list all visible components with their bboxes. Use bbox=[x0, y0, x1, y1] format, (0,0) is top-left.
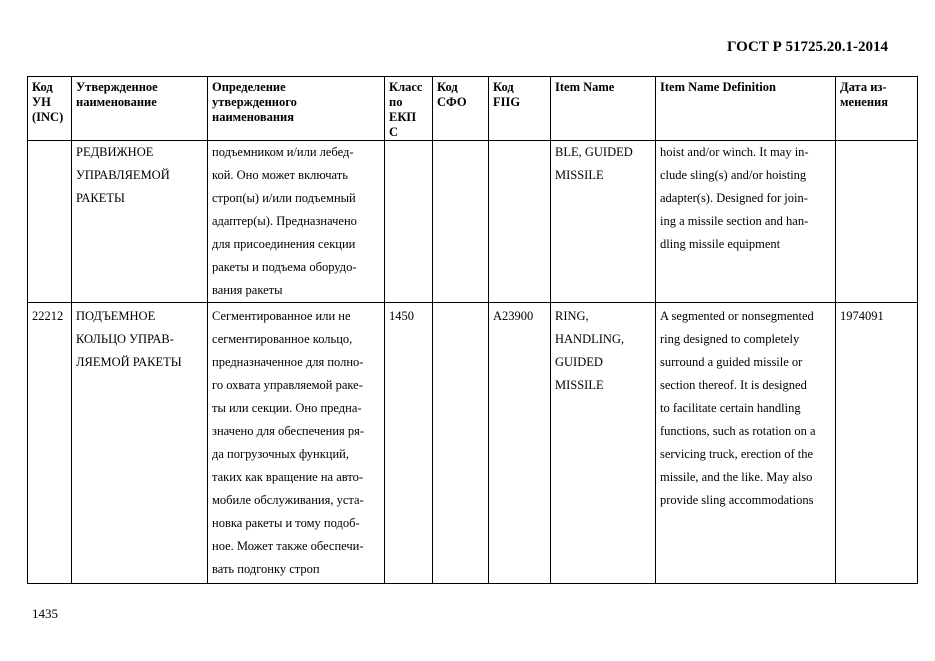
catalog-table bbox=[27, 76, 918, 584]
header-line: ЕКП bbox=[389, 110, 417, 124]
header-line: УН bbox=[32, 95, 51, 109]
cell-line: ring designed to completely bbox=[660, 332, 800, 346]
cell-line: Сегментированное или не bbox=[212, 309, 351, 323]
cell-line: missile, and the like. May also bbox=[660, 470, 813, 484]
header-line: Код bbox=[437, 80, 458, 94]
cell-item-name bbox=[551, 141, 656, 303]
cell-line: ракеты и подъема оборудо- bbox=[212, 260, 357, 274]
cell-item-name bbox=[551, 303, 656, 584]
cell-date bbox=[836, 141, 918, 303]
cell-line: MISSILE bbox=[555, 378, 604, 392]
column-header-change-date bbox=[836, 77, 918, 141]
cell-sfo bbox=[433, 303, 489, 584]
cell-line: BLE, GUIDED bbox=[555, 145, 633, 159]
cell-line: ЛЯЕМОЙ РАКЕТЫ bbox=[76, 355, 182, 369]
cell-line: новка ракеты и тому подоб- bbox=[212, 516, 360, 530]
cell-line: кой. Оно может включать bbox=[212, 168, 348, 182]
cell-line: РАКЕТЫ bbox=[76, 191, 125, 205]
cell-line: A23900 bbox=[493, 309, 534, 323]
header-line: Класс bbox=[389, 80, 423, 94]
table-row bbox=[28, 303, 918, 584]
document-code: ГОСТ Р 51725.20.1-2014 bbox=[726, 39, 888, 55]
column-header-item-name bbox=[551, 77, 656, 141]
cell-fiig bbox=[489, 141, 551, 303]
column-header-fiig-code bbox=[489, 77, 551, 141]
header-line: Дата из- bbox=[840, 80, 887, 94]
cell-line: сегментированное кольцо, bbox=[212, 332, 353, 346]
cell-line: 1450 bbox=[389, 309, 414, 323]
column-header-sfo-code bbox=[433, 77, 489, 141]
cell-fiig bbox=[489, 303, 551, 584]
header-line: С bbox=[389, 125, 399, 139]
cell-line: адаптер(ы). Предназначено bbox=[212, 214, 357, 228]
table-row bbox=[28, 141, 918, 303]
cell-code bbox=[28, 303, 72, 584]
cell-line: го охвата управляемой раке- bbox=[212, 378, 363, 392]
page-number: 1435 bbox=[32, 606, 58, 621]
cell-item-definition bbox=[656, 141, 836, 303]
column-header-item-name-definition bbox=[656, 77, 836, 141]
header-line: (INC) bbox=[32, 110, 64, 124]
cell-definition bbox=[208, 141, 385, 303]
table-header-row bbox=[28, 77, 918, 141]
cell-line: вать подгонку строп bbox=[212, 562, 320, 576]
cell-line: servicing truck, erection of the bbox=[660, 447, 814, 461]
cell-name bbox=[72, 141, 208, 303]
cell-line: УПРАВЛЯЕМОЙ bbox=[76, 168, 170, 182]
cell-line: provide sling accommodations bbox=[660, 493, 814, 507]
column-header-inc-code bbox=[28, 77, 72, 141]
cell-line: мобиле обслуживания, уста- bbox=[212, 493, 364, 507]
cell-line: to facilitate certain handling bbox=[660, 401, 801, 415]
cell-line: A segmented or nonsegmented bbox=[660, 309, 814, 323]
header-line: по bbox=[389, 95, 403, 109]
header-line: наименования bbox=[212, 110, 295, 124]
cell-line: ПОДЪЕМНОЕ bbox=[76, 309, 156, 323]
column-header-class bbox=[385, 77, 433, 141]
column-header-approved-name bbox=[72, 77, 208, 141]
cell-line: ты или секции. Оно предна- bbox=[212, 401, 362, 415]
header-line: менения bbox=[840, 95, 888, 109]
cell-line: GUIDED bbox=[555, 355, 603, 369]
cell-line: КОЛЬЦО УПРАВ- bbox=[76, 332, 174, 346]
cell-date bbox=[836, 303, 918, 584]
column-header-definition bbox=[208, 77, 385, 141]
cell-line: 22212 bbox=[32, 309, 64, 323]
cell-line: строп(ы) и/или подъемный bbox=[212, 191, 356, 205]
header-line: Item Name bbox=[555, 80, 615, 94]
header-line: СФО bbox=[437, 95, 467, 109]
cell-line: РЕДВИЖНОЕ bbox=[76, 145, 154, 159]
cell-line: MISSILE bbox=[555, 168, 604, 182]
cell-line: surround a guided missile or bbox=[660, 355, 803, 369]
header-line: Код bbox=[32, 80, 53, 94]
cell-line: adapter(s). Designed for join- bbox=[660, 191, 808, 205]
header-line: наименование bbox=[76, 95, 157, 109]
cell-definition bbox=[208, 303, 385, 584]
cell-line: hoist and/or winch. It may in- bbox=[660, 145, 809, 159]
cell-line: RING, bbox=[555, 309, 589, 323]
cell-item-definition bbox=[656, 303, 836, 584]
cell-class bbox=[385, 303, 433, 584]
header-line: Утвержденное bbox=[76, 80, 158, 94]
cell-line: подъемником и/или лебед- bbox=[212, 145, 354, 159]
cell-sfo bbox=[433, 141, 489, 303]
cell-line: ing a missile section and han- bbox=[660, 214, 809, 228]
cell-name bbox=[72, 303, 208, 584]
cell-line: functions, such as rotation on a bbox=[660, 424, 816, 438]
cell-class bbox=[385, 141, 433, 303]
header-line: Определение bbox=[212, 80, 286, 94]
cell-line: clude sling(s) and/or hoisting bbox=[660, 168, 807, 182]
header-line: утвержденного bbox=[212, 95, 297, 109]
cell-line: вания ракеты bbox=[212, 283, 283, 297]
cell-line: dling missile equipment bbox=[660, 237, 781, 251]
cell-code bbox=[28, 141, 72, 303]
cell-line: для присоединения секции bbox=[212, 237, 356, 251]
header-line: Код bbox=[493, 80, 514, 94]
cell-line: да погрузочных функций, bbox=[212, 447, 349, 461]
cell-line: значено для обеспечения ря- bbox=[212, 424, 365, 438]
cell-line: 1974091 bbox=[840, 309, 884, 323]
cell-line: HANDLING, bbox=[555, 332, 625, 346]
cell-line: предназначенное для полно- bbox=[212, 355, 364, 369]
header-line: FIIG bbox=[493, 95, 521, 109]
header-line: Item Name Definition bbox=[660, 80, 776, 94]
cell-line: section thereof. It is designed bbox=[660, 378, 807, 392]
cell-line: таких как вращение на авто- bbox=[212, 470, 364, 484]
cell-line: ное. Может также обеспечи- bbox=[212, 539, 364, 553]
